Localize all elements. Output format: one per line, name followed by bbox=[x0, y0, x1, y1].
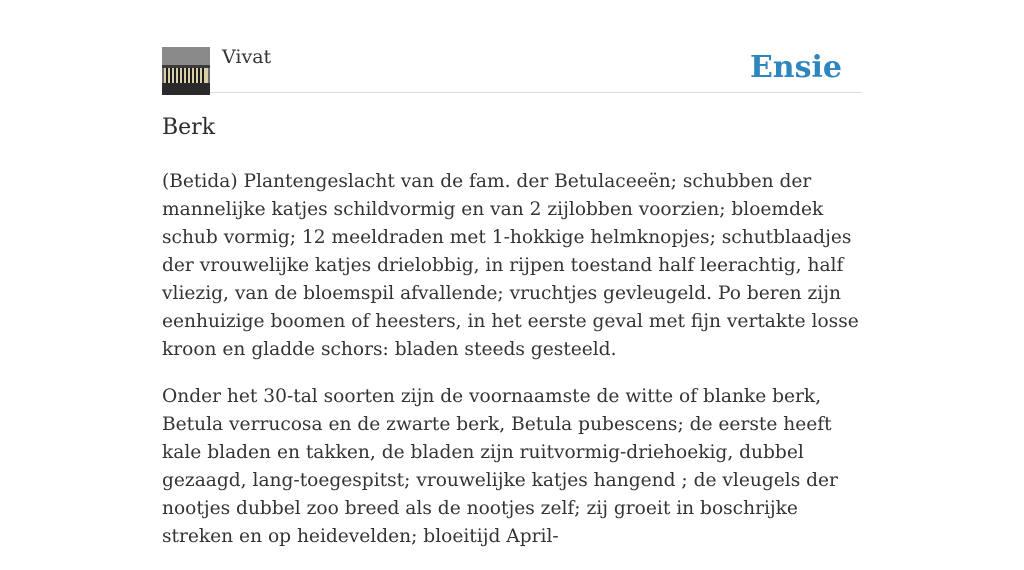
typewriter-avatar-icon[interactable] bbox=[162, 47, 210, 95]
page-title: Berk bbox=[162, 115, 216, 140]
article-body bbox=[162, 168, 862, 570]
header bbox=[162, 0, 862, 93]
page-container bbox=[162, 0, 862, 547]
paragraph: (Betida) Plantengeslacht van de fam. der Betulaceeën; schubben der mannelijke katjes schildvormig en van 2 zijlobben voorzien; bloemdek schub vormig; 12 meeldraden met 1-hokkige helmknopjes; schutblaadjes der vrouwelijke katjes drielobbig, in rijpen toestand half leerachtig, half vliezig, van de bloemspil afvallende; vruchtjes gevleugeld. Po beren zijn eenhuizige boomen of heesters, in het eerste geval met fijn vertakte losse kroon en gladde schors: bladen steeds gesteeld. bbox=[162, 171, 859, 360]
brand-logo[interactable]: Ensie bbox=[749, 50, 842, 85]
author-name[interactable]: Vivat bbox=[222, 46, 272, 68]
paragraph: Onder het 30-tal soorten zijn de voornaamste de witte of blanke berk, Betula verrucosa en de zwarte berk, Betula pubescens; de eerste heeft kale bladen en takken, de bladen zijn ruitvormig-driehoekig, dubbel gezaagd, lang-toegespitst; vrouwelijke katjes hangend ; de vleugels der nootjes dubbel zoo breed als de nootjes zelf; zij groeit in boschrijke streken en op heidevelden; bloeitijd April- bbox=[162, 386, 838, 547]
